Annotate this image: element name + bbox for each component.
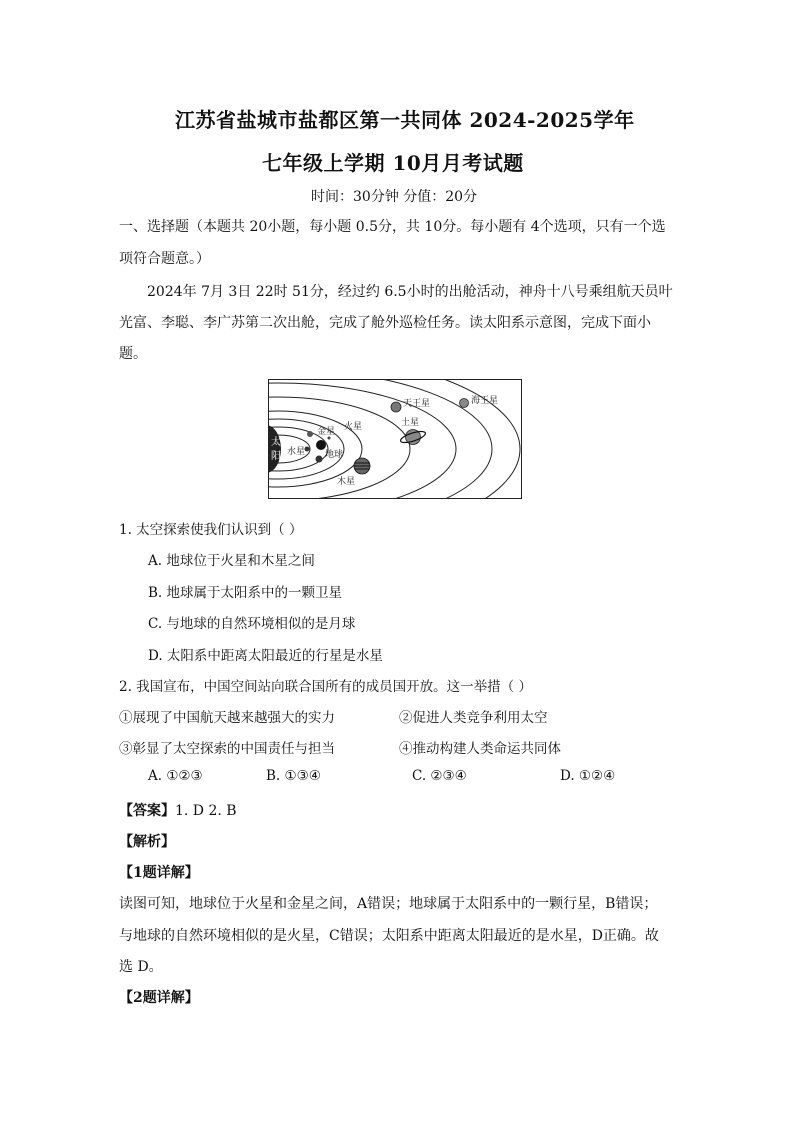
q1-option-c: C. 与地球的自然环境相似的是月球 — [148, 616, 356, 632]
planet-earth — [316, 440, 326, 450]
exam-meta: 时间：30分钟 分值：20分 — [311, 189, 478, 205]
planet-venus — [307, 431, 313, 437]
q1-detail-line-2: 与地球的自然环境相似的是火星，C错误；太阳系中距离太阳最近的是水星，D正确。故 — [119, 928, 659, 944]
planet-mars — [316, 456, 323, 463]
q1-option-a: A. 地球位于火星和木星之间 — [148, 553, 315, 569]
title-line-1: 江苏省盐城市盐都区第一共同体 2024-2025学年 — [175, 108, 635, 132]
label-neptune: 海王星 — [471, 396, 499, 406]
solar-system-diagram — [268, 379, 522, 499]
label-earth: 地球 — [325, 450, 344, 460]
material-line-2: 光富、李聪、李广苏第二次出舱，完成了舱外巡检任务。读太阳系示意图，完成下面小 — [119, 315, 651, 331]
q1-detail-label: 【1题详解】 — [119, 865, 199, 881]
q1-detail-line-1: 读图可知，地球位于火星和金星之间，A错误；地球属于太阳系中的一颗行星，B错误； — [119, 896, 658, 912]
q1-stem: 1. 太空探索使我们认识到（ ） — [119, 522, 303, 538]
q2-item-3: ③彰显了太空探索的中国责任与担当 — [119, 741, 335, 757]
q2-option-d: D. ①②④ — [560, 768, 616, 784]
planet-uranus — [391, 402, 401, 412]
material-line-3: 题。 — [119, 346, 147, 362]
label-jupiter: 木星 — [337, 477, 356, 487]
title-line-2: 七年级上学期 10月月考试题 — [262, 151, 524, 175]
label-saturn: 土星 — [401, 418, 420, 428]
label-sun-2: 阳 — [271, 451, 281, 462]
answer-label: 【答案】 — [119, 803, 175, 819]
q1-detail-line-3: 选 D。 — [119, 959, 163, 975]
label-uranus: 天王星 — [403, 399, 431, 409]
q1-option-b: B. 地球属于太阳系中的一颗卫星 — [148, 585, 343, 601]
label-mars: 火星 — [344, 422, 363, 432]
answer-row — [119, 800, 237, 820]
section-heading-line-1: 一、选择题（本题共 20小题，每小题 0.5分，共 10分。每小题有 4个选项，只有一个选 — [119, 219, 666, 235]
q2-option-b: B. ①③④ — [266, 768, 321, 784]
q2-option-a: A. ①②③ — [148, 768, 203, 784]
q2-item-1: ①展现了中国航天越来越强大的实力 — [119, 710, 335, 726]
q2-item-2: ②促进人类竞争利用太空 — [399, 710, 548, 726]
q2-item-4: ④推动构建人类命运共同体 — [399, 741, 561, 757]
analysis-label: 【解析】 — [119, 834, 175, 850]
section-heading-line-2: 项符合题意。） — [119, 251, 210, 267]
q1-option-d: D. 太阳系中距离太阳最近的行星是水星 — [148, 648, 383, 664]
q2-detail-label: 【2题详解】 — [119, 990, 199, 1006]
label-sun-1: 太 — [271, 437, 281, 448]
label-venus: 金星 — [317, 427, 336, 437]
planet-mercury — [305, 447, 310, 452]
planet-neptune — [460, 399, 469, 408]
q2-stem: 2. 我国宣布，中国空间站向联合国所有的成员国开放。这一举措（ ） — [119, 679, 532, 695]
label-mercury: 水星 — [287, 447, 306, 457]
q2-option-c: C. ②③④ — [412, 768, 467, 784]
answer-value: 1. D 2. B — [175, 803, 237, 819]
material-line-1: 2024年 7月 3日 22时 51分，经过约 6.5小时的出舱活动，神舟十八号乘组航天员叶 — [147, 284, 673, 300]
planet-jupiter — [354, 458, 370, 474]
